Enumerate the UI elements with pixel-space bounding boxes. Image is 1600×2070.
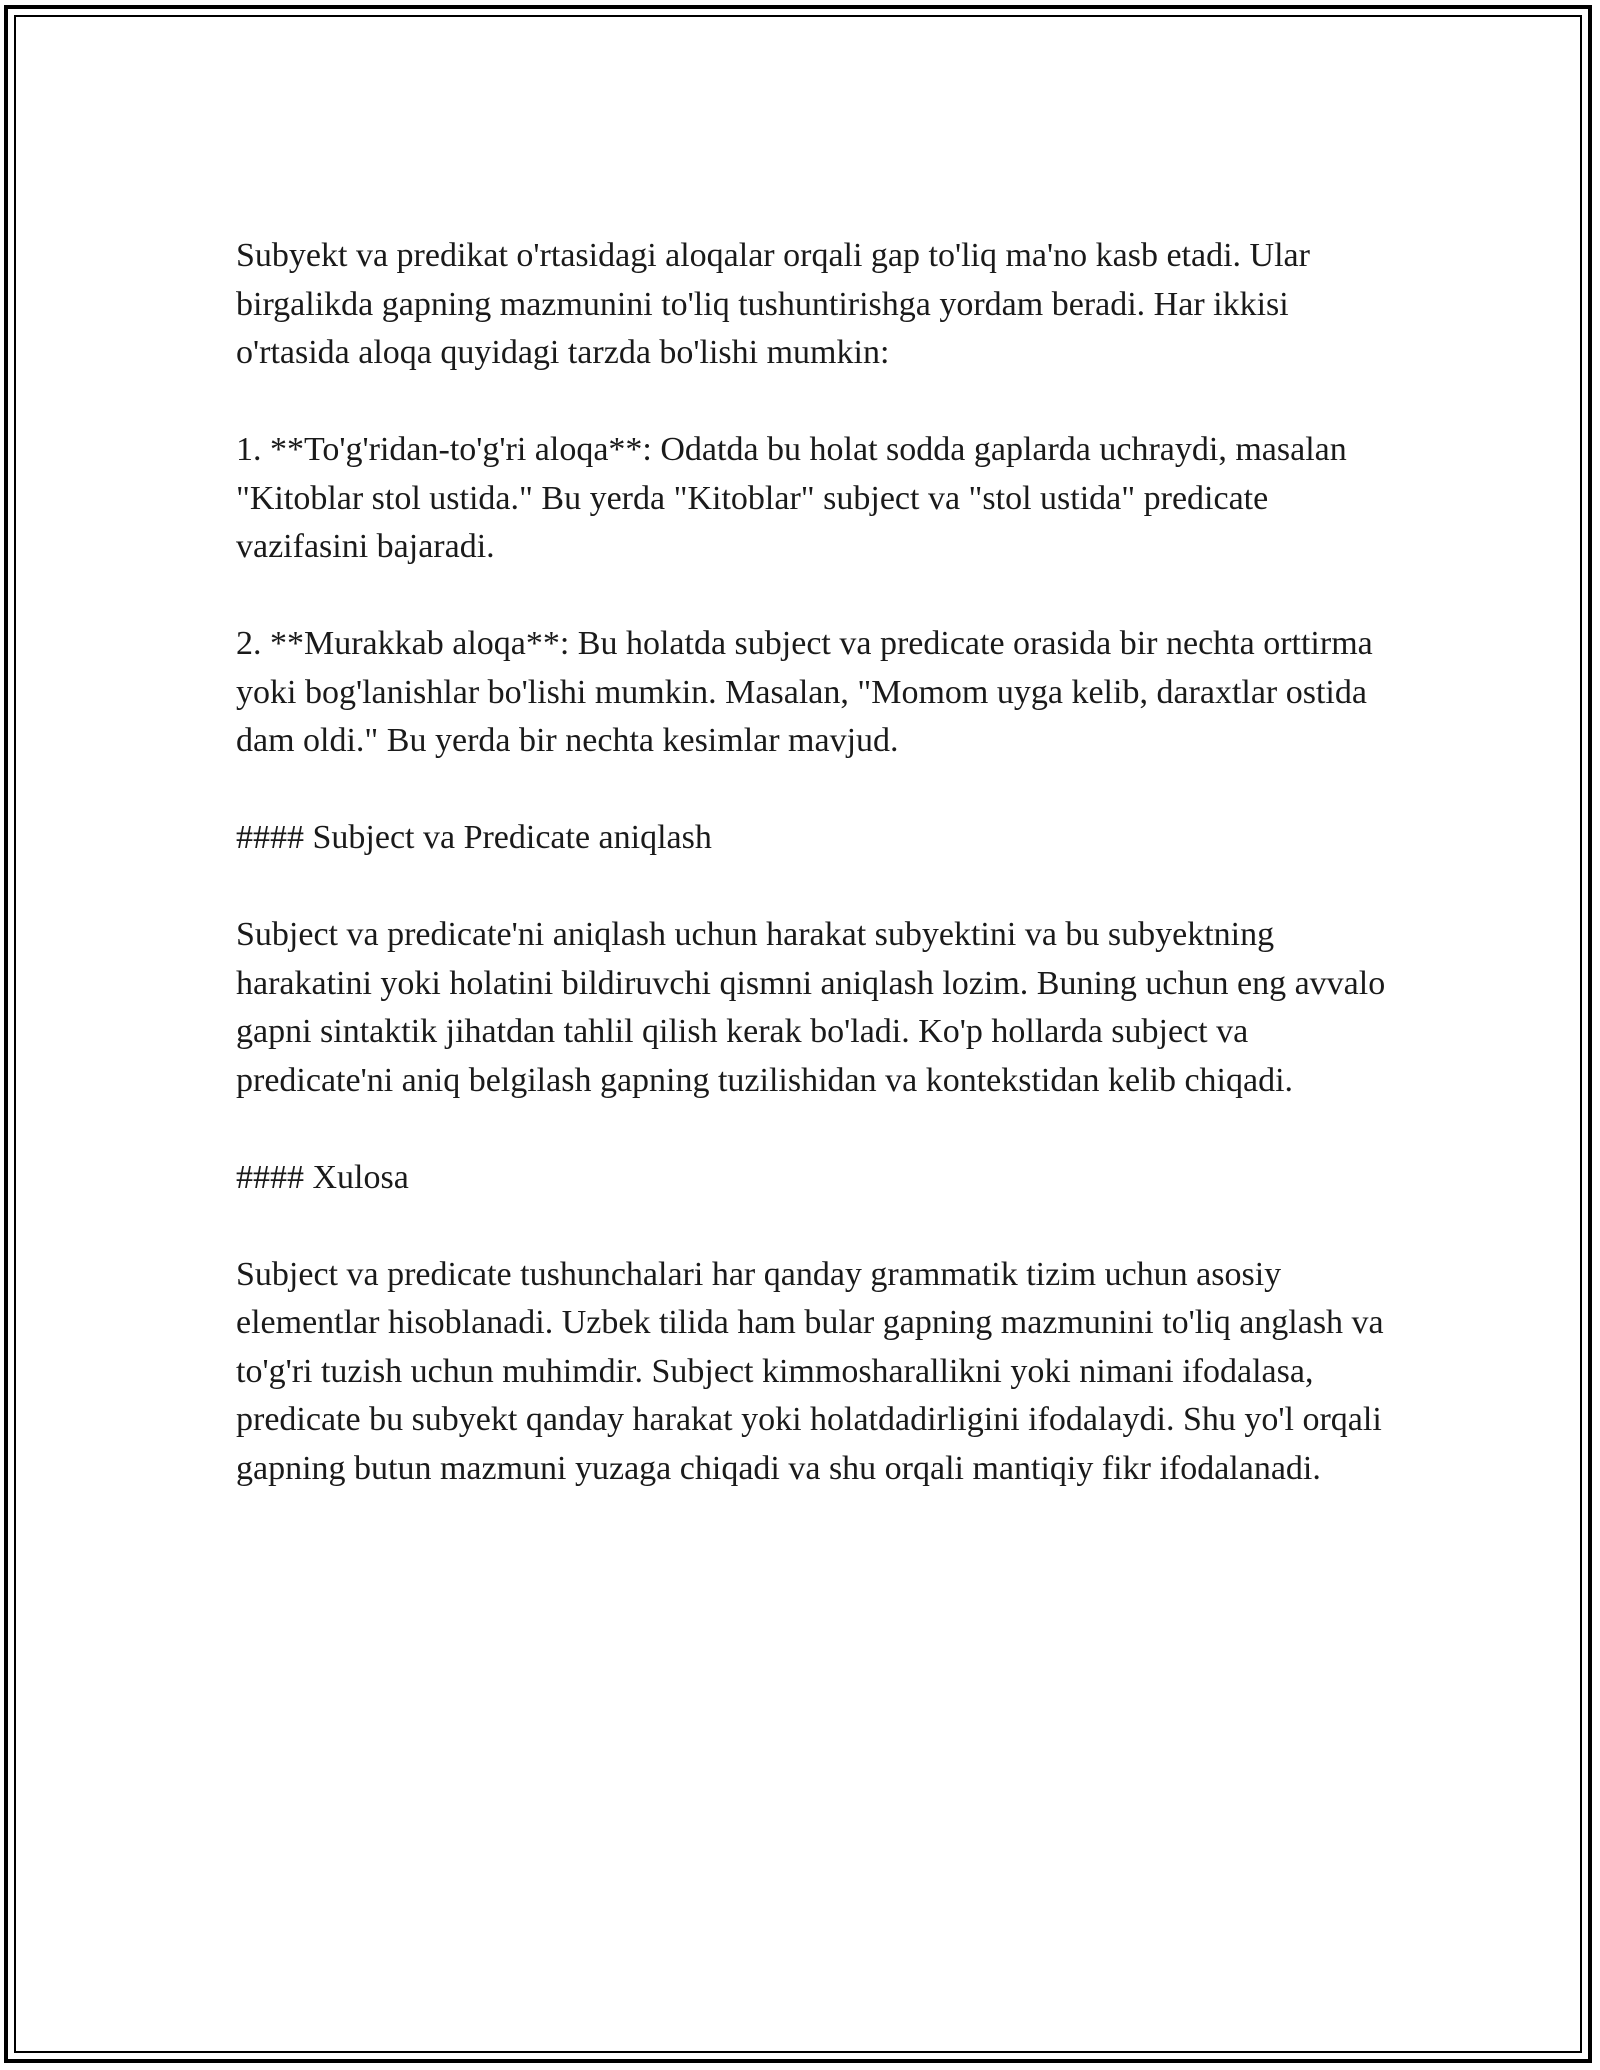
heading-conclusion: #### Xulosa — [236, 1158, 409, 1196]
paragraph-identification: Subject va predicate'ni aniqlash uchun harakat subyektini va bu subyektning harakatini yoki holatini bildiruvchi qismni aniqlash lozim. Buning uchun eng avvalo gapni sintaktik jihatdan tahlil qilish kerak bo'ladi. Ko'p hollarda subject va predicate'ni aniq belgilash gapning tuzilishidan va kontekstidan kelib chiqadi. — [236, 916, 1386, 1099]
document-body — [236, 232, 1386, 1493]
paragraph-intro: Subyekt va predikat o'rtasidagi aloqalar orqali gap to'liq ma'no kasb etadi. Ular birgalikda gapning mazmunini to'liq tushuntirishga yordam beradi. Har ikkisi o'rtasida aloqa quyidagi tarzda bo'lishi mumkin: — [236, 237, 1310, 371]
paragraph-complex-relation: 2. **Murakkab aloqa**: Bu holatda subject va predicate orasida bir nechta orttirma yoki bog'lanishlar bo'lishi mumkin. Masalan, "Momom uyga kelib, daraxtlar ostida dam oldi." Bu yerda bir nechta kesimlar mavjud. — [236, 625, 1373, 759]
paragraph-conclusion: Subject va predicate tushunchalari har qanday grammatik tizim uchun asosiy elementlar hisoblanadi. Uzbek tilida ham bular gapning mazmunini to'liq anglash va to'g'ri tuzish uchun muhimdir. Subject kimmosharallikni yoki nimani ifodalasa, predicate bu subyekt qanday harakat yoki holatdadirligini ifodalaydi. Shu yo'l orqali gapning butun mazmuni yuzaga chiqadi va shu orqali mantiqiy fikr ifodalanadi. — [236, 1255, 1384, 1487]
heading-identification: #### Subject va Predicate aniqlash — [236, 819, 712, 856]
paragraph-direct-relation: 1. **To'g'ridan-to'g'ri aloqa**: Odatda bu holat sodda gaplarda uchraydi, masalan "Kitoblar stol ustida." Bu yerda "Kitoblar" subject va "stol ustida" predicate vazifasini bajaradi. — [236, 431, 1347, 565]
